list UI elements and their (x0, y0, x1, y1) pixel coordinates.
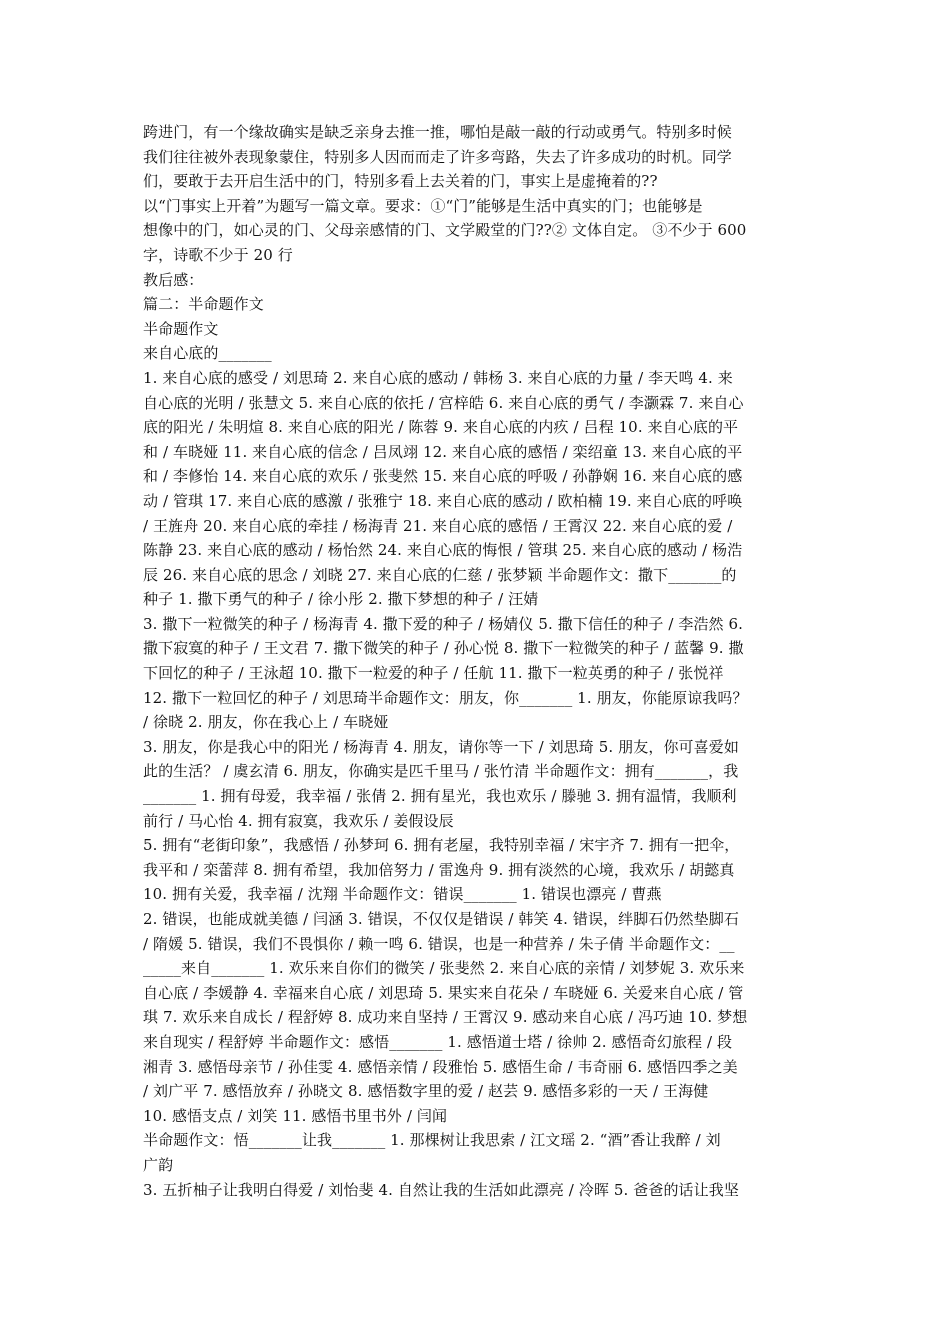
text-line: 陈静 23. 来自心底的感动 / 杨怡然 24. 来自心底的悔恨 / 管琪 25. 来自心底的感动 / 杨浩 (143, 541, 743, 560)
text-line: 2. 错误，也能成就美德 / 闫涵 3. 错误，不仅仅是错误 / 韩笑 4. 错误，绊脚石仍然垫脚石 (143, 910, 739, 928)
text-line: 自心底的光明 / 张慧文 5. 来自心底的依托 / 宫梓皓 6. 来自心底的勇气 / 李灏霖 7. 来自心 (143, 393, 744, 412)
text-line: 跨进门，有一个缘故确实是缺乏亲身去推一推，哪怕是敲一敲的行动或勇气。特别多时候 (143, 123, 732, 141)
text-line: _______ 1. 拥有母爱，我幸福 / 张倩 2. 拥有星光，我也欢乐 / 滕驰 3. 拥有温情，我顺利 (143, 787, 737, 806)
text-line: 湘青 3. 感悟母亲节 / 孙佳雯 4. 感悟亲情 / 段雅怡 5. 感悟生命 / 韦奇丽 6. 感悟四季之美 (143, 1057, 738, 1076)
text-line: 我平和 / 栾蕾萍 8. 拥有希望，我加倍努力 / 雷逸舟 9. 拥有淡然的心境，我欢乐 / 胡懿真 (143, 860, 735, 879)
text-line: 字，诗歌不少于 20 行 (143, 245, 293, 264)
text-line: 广韵 (143, 1155, 174, 1174)
text-line: 琪 7. 欢乐来自成长 / 程舒婷 8. 成功来自坚持 / 王霄汉 9. 感动来自心底 / 冯巧迪 10. 梦想 (143, 1008, 748, 1027)
text-line: 3. 五折柚子让我明白得爱 / 刘怡斐 4. 自然让我的生活如此漂亮 / 冷晖 5. 爸爸的话让我坚 (143, 1180, 739, 1199)
document-page (143, 120, 811, 1227)
text-line: 撒下寂寞的种子 / 王文君 7. 撒下微笑的种子 / 孙心悦 8. 撒下一粒微笑的种子 / 蓝馨 9. 撒 (143, 639, 744, 658)
text-line: 10. 拥有关爱，我幸福 / 沈翔 半命题作文：错误_______ 1. 错误也漂亮 / 曹燕 (143, 885, 662, 904)
text-line (143, 1202, 811, 1227)
text-line: 自心底 / 李媛静 4. 幸福来自心底 / 刘思琦 5. 果实来自花朵 / 车晓娅 6. 关爱来自心底 / 管 (143, 983, 744, 1002)
text-line: 此的生活？ / 虞玄清 6. 朋友，你确实是匹千里马 / 张竹清 半命题作文：拥有_______，我 (143, 762, 739, 781)
text-line: 想像中的门，如心灵的门、父母亲感情的门、文学殿堂的门??② 文体自定。 ③不少于 600 (143, 221, 747, 240)
text-line: 半命题作文：悟_______让我_______ 1. 那棵树让我思索 / 江文瑶 2. “酒”香让我醉 / 刘 (143, 1131, 721, 1150)
text-line: 辰 26. 来自心底的思念 / 刘晓 27. 来自心底的仁慈 / 张梦颖 半命题作文：撒下_______的 (143, 565, 737, 584)
text-line: 3. 撒下一粒微笑的种子 / 杨海青 4. 撒下爱的种子 / 杨婧仪 5. 撒下信任的种子 / 李浩然 6. (143, 614, 744, 633)
text-line: 5. 拥有“老街印象”，我感悟 / 孙梦珂 6. 拥有老屋，我特别幸福 / 宋宇齐 7. 拥有一把伞， (143, 836, 740, 855)
text-line: 1. 来自心底的感受 / 刘思琦 2. 来自心底的感动 / 韩杨 3. 来自心底的力量 / 李天鸣 4. 来 (143, 368, 733, 387)
text-line: 10. 感悟支点 / 刘笑 11. 感悟书里书外 / 闫闻 (143, 1106, 448, 1125)
text-line: 和 / 李修怡 14. 来自心底的欢乐 / 张斐然 15. 来自心底的呼吸 / 孙静娴 16. 来自心底的感 (143, 467, 743, 486)
text-line: 以“门事实上开着”为题写一篇文章。要求：①“门”能够是生活中真实的门；也能够是 (143, 196, 703, 215)
text-line: 底的阳光 / 朱明煊 8. 来自心底的阳光 / 陈蓉 9. 来自心底的内疚 / 吕程 10. 来自心底的平 (143, 418, 739, 437)
text-line: / 王旌舟 20. 来自心底的牵挂 / 杨海青 21. 来自心底的感悟 / 王霄汉 22. 来自心底的爱 / (143, 516, 733, 535)
text-line: 教后感： (143, 270, 204, 289)
text-line: 来自心底的_______ (143, 344, 272, 363)
text-line: / 刘广平 7. 感悟放弃 / 孙晓文 8. 感悟数字里的爱 / 赵芸 9. 感悟多彩的一天 / 王海健 (143, 1082, 709, 1101)
text-line: 我们往往被外表现象蒙住，特别多人因而而走了许多弯路，失去了许多成功的时机。同学 (143, 147, 732, 166)
text-line: / 隋媛 5. 错误，我们不畏惧你 / 赖一鸣 6. 错误，也是一种营养 / 朱子倩 半命题作文：__ (143, 934, 735, 953)
text-line: 动 / 管琪 17. 来自心底的感激 / 张雅宁 18. 来自心底的感动 / 欧柏楠 19. 来自心底的呼唤 (143, 491, 743, 510)
text-line: 和 / 车晓娅 11. 来自心底的信念 / 吕凤翊 12. 来自心底的感悟 / 栾绍童 13. 来自心底的平 (143, 442, 743, 461)
text-line: 3. 朋友，你是我心中的阳光 / 杨海青 4. 朋友，请你等一下 / 刘思琦 5. 朋友，你可喜爱如 (143, 737, 739, 756)
text-line: 半命题作文 (143, 319, 219, 338)
text-line: 种子 1. 撒下勇气的种子 / 徐小彤 2. 撒下梦想的种子 / 汪婧 (143, 590, 539, 609)
text-line: 前行 / 马心怡 4. 拥有寂寞，我欢乐 / 姜假设辰 (143, 811, 454, 830)
text-line: 来自现实 / 程舒婷 半命题作文：感悟_______ 1. 感悟道士塔 / 徐帅 2. 感悟奇幻旅程 / 段 (143, 1032, 733, 1051)
text-line: / 徐晓 2. 朋友，你在我心上 / 车晓娅 (143, 713, 389, 732)
text-line: _____来自_______ 1. 欢乐来自你们的微笑 / 张斐然 2. 来自心底的亲情 / 刘梦妮 3. 欢乐来 (143, 959, 745, 978)
text-line: 下回忆的种子 / 王泳超 10. 撒下一粒爱的种子 / 任航 11. 撒下一粒英勇的种子 / 张悦祥 (143, 664, 724, 683)
text-line: 12. 撒下一粒回忆的种子 / 刘思琦半命题作文：朋友，你_______ 1. 朋友，你能原谅我吗？ (143, 688, 748, 707)
text-line: 们，要敢于去开启生活中的门，特别多看上去关着的门，事实上是虚掩着的?? (143, 172, 658, 191)
section-heading: 篇二：半命题作文 (143, 295, 264, 314)
